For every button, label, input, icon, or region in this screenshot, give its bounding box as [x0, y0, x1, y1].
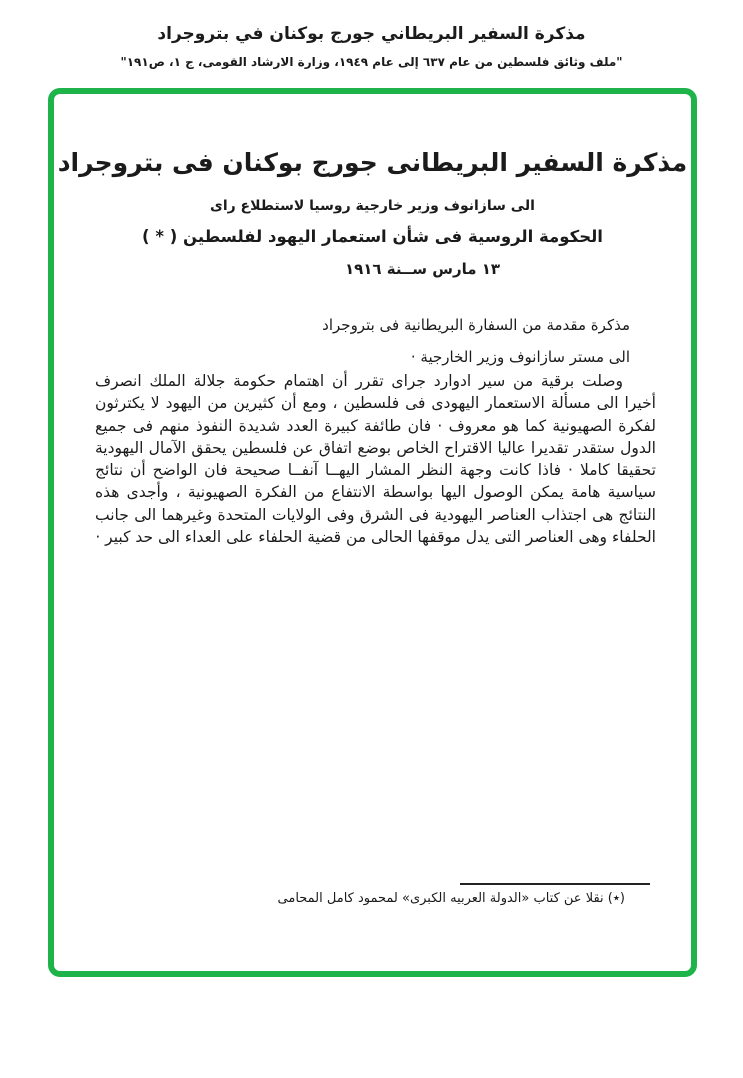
document-title: مذكرة السفير البريطانى جورج بوكنان فى بتروجراد	[57, 148, 688, 177]
document-subtitle-line1: الى سازانوف وزير خارجية روسيا لاستطلاع راى	[209, 198, 535, 214]
document-subtitle-line2: الحكومة الروسية فى شأن استعمار اليهود لفلسطين ( * )	[142, 227, 603, 246]
memo-intro-line2: الى مستر سازانوف وزير الخارجية ·	[410, 348, 630, 366]
page-header-source-line: "ملف وثائق فلسطين من عام ٦٣٧ إلى عام ١٩٤٩، وزارة الارشاد القومى، ج ١، ص١٩١"	[120, 55, 623, 69]
document-frame	[48, 88, 697, 977]
footnote-divider	[460, 883, 650, 885]
memo-intro-line1: مذكرة مقدمة من السفارة البريطانية فى بتروجراد	[322, 316, 630, 334]
document-date: ١٣ مارس ســنة ١٩١٦	[344, 260, 501, 278]
footnote-text: (٭) نقلا عن كتاب «الدولة العربيه الكبرى» لمحمود كامل المحامى	[277, 891, 625, 906]
memo-body-paragraph: وصلت برقية من سير ادوارد جراى تقرر أن اهتمام حكومة جلالة الملك انصرف أخيرا الى مسألة الاستعمار اليهودى فى فلسطين ، ومع أن كثيرين من اليهود لا يكترثون لفكرة الصهيونية كما هو معروف · فان طائفة كبيرة العدد شديدة النفوذ منهم فى جميع الدول ستقدر تقديرا عاليا الاقتراح الخاص بوضع اتفاق عن فلسطين يحقق الآمال اليهودية تحقيقا كاملا · فاذا كانت وجهة النظر المشار اليهــا آنفــا صحيحة فان الواضح أن نتائج سياسية هامة يمكن الوصول اليها بواسطة الانتفاع من الفكرة الصهيونية ، وأجدى هذه النتائج هى اجتذاب العناصر اليهودية فى الشرق وفى الولايات المتحدة وغيرهما الى جانب الحلفاء وهى العناصر التى يدل موقفها الحالى من قضية الحلفاء على العداء الى حد كبير ·	[95, 372, 656, 547]
page-header-title: مذكرة السفير البريطاني جورج بوكنان في بتروجراد	[157, 24, 586, 44]
